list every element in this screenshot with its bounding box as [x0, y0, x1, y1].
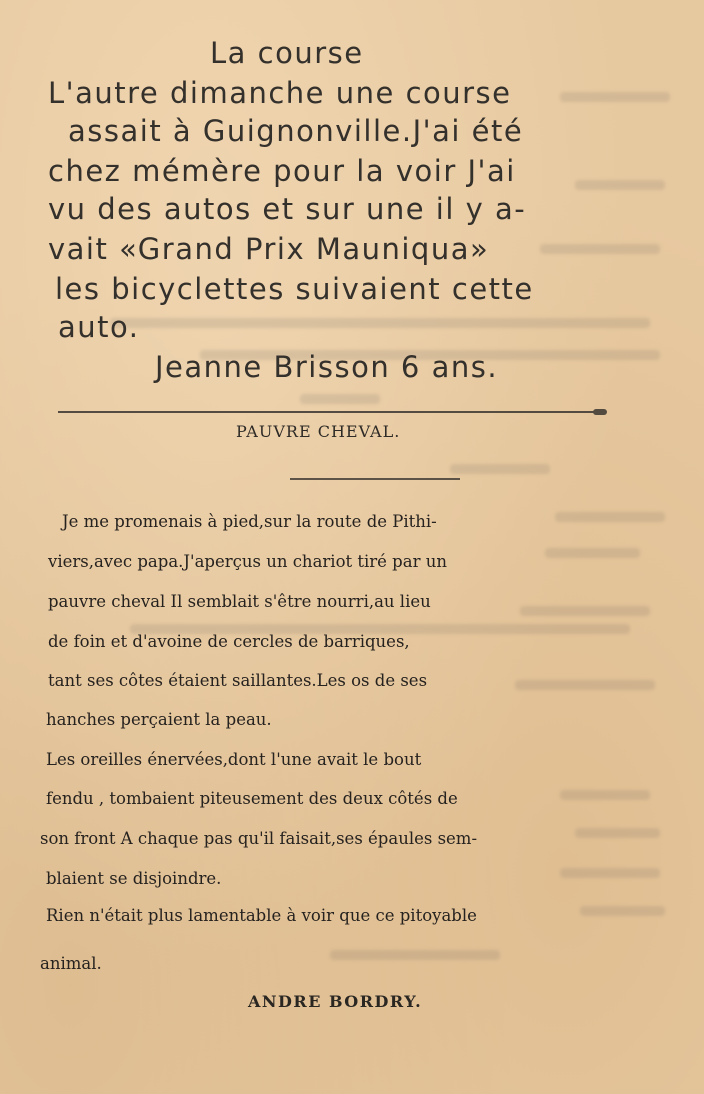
story-title: PAUVRE CHEVAL.	[236, 422, 401, 441]
bleed-through-mark	[555, 512, 665, 522]
bleed-through-mark	[300, 394, 380, 404]
poem-line: les bicyclettes suivaient cette	[55, 272, 534, 306]
bleed-through-mark	[560, 790, 650, 800]
bleed-through-mark	[580, 906, 665, 916]
poem-line: L'autre dimanche une course	[48, 76, 512, 110]
story-line: de foin et d'avoine de cercles de barriques,	[48, 632, 410, 651]
bleed-through-mark	[450, 464, 550, 474]
story-line: son front A chaque pas qu'il faisait,ses épaules sem-	[40, 829, 478, 848]
bleed-through-mark	[330, 950, 500, 960]
title-underline	[290, 478, 460, 480]
story-line: Rien n'était plus lamentable à voir que ce pitoyable	[46, 906, 477, 925]
poem-line: vu des autos et sur une il y a-	[48, 192, 527, 226]
story-line: pauvre cheval Il semblait s'être nourri,au lieu	[48, 592, 431, 611]
story-line: animal.	[40, 954, 102, 973]
bleed-through-mark	[575, 180, 665, 190]
poem-title: La course	[210, 36, 364, 70]
poem-signature: Jeanne Brisson 6 ans.	[155, 350, 499, 384]
story-line: blaient se disjoindre.	[46, 869, 222, 888]
story-line: viers,avec papa.J'aperçus un chariot tiré par un	[48, 552, 447, 571]
bleed-through-mark	[110, 318, 650, 328]
bleed-through-mark	[540, 244, 660, 254]
poem-line: auto.	[58, 310, 140, 344]
poem-line: assait à Guignonville.J'ai été	[68, 114, 524, 148]
bleed-through-mark	[560, 868, 660, 878]
bleed-through-mark	[560, 92, 670, 102]
bleed-through-mark	[520, 606, 650, 616]
bleed-through-mark	[575, 828, 660, 838]
bleed-through-mark	[545, 548, 640, 558]
story-line: Je me promenais à pied,sur la route de Pithi-	[62, 512, 437, 531]
section-divider	[58, 411, 603, 413]
bleed-through-mark	[515, 680, 655, 690]
story-line: Les oreilles énervées,dont l'une avait le bout	[46, 750, 422, 769]
poem-line: vait «Grand Prix Mauniqua»	[48, 232, 490, 266]
story-author: ANDRE BORDRY.	[248, 992, 423, 1011]
story-line: tant ses côtes étaient saillantes.Les os de ses	[48, 671, 428, 690]
poem-line: chez mémère pour la voir J'ai	[48, 154, 516, 188]
story-line: hanches perçaient la peau.	[46, 710, 272, 729]
story-line: fendu , tombaient piteusement des deux côtés de	[46, 789, 458, 808]
